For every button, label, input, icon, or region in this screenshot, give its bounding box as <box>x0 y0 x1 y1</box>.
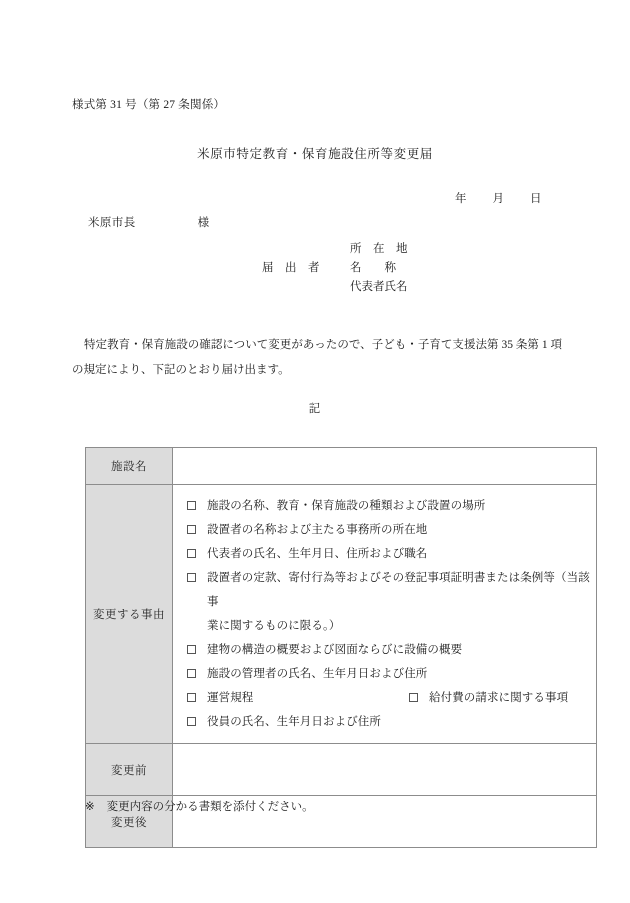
list-item-label: 施設の管理者の氏名、生年月日および住所 <box>207 668 428 680</box>
submitter-field-name: 名 称 <box>350 262 396 274</box>
row-label-before: 変更前 <box>86 744 173 796</box>
submitter-field-representative: 代表者氏名 <box>350 281 408 293</box>
list-item-label-secondary: 給付費の請求に関する事項 <box>429 692 569 704</box>
list-item-label: 施設の名称、教育・保育施設の種類および設置の場所 <box>207 500 486 512</box>
list-item[interactable] <box>187 518 590 542</box>
ki-marker: 記 <box>308 403 322 415</box>
list-item-label-line1: 設置者の定款、寄付行為等およびその登記事項証明書または条例等（当該事 <box>207 572 590 608</box>
submitter-field-location: 所 在 地 <box>350 243 408 255</box>
list-item-label: 建物の構造の概要および図面ならびに設備の概要 <box>207 644 463 656</box>
list-item-label-multiline <box>207 566 590 638</box>
addressee <box>88 214 209 230</box>
list-item-label-line2: 業に関するものに限る。） <box>207 620 341 632</box>
list-item[interactable] <box>187 494 590 518</box>
row-label-reason: 変更する事由 <box>86 485 173 744</box>
row-value-facility[interactable] <box>173 448 597 485</box>
checkbox-icon[interactable] <box>187 645 196 654</box>
list-item[interactable] <box>187 686 590 710</box>
submitter-row-location <box>262 240 438 259</box>
date-month-label: 月 <box>492 193 504 205</box>
checkbox-icon[interactable] <box>187 573 196 582</box>
submitter-row-representative <box>262 278 438 297</box>
row-value-reason <box>173 485 597 744</box>
list-item[interactable] <box>187 638 590 662</box>
change-reason-checklist <box>187 494 590 734</box>
checkbox-icon[interactable] <box>187 501 196 510</box>
list-item-label: 運営規程 <box>207 692 254 704</box>
list-item[interactable] <box>187 566 590 638</box>
form-number: 様式第 31 号（第 27 条関係） <box>72 99 226 111</box>
row-label-after: 変更後 <box>86 796 173 848</box>
footer-note-text: 変更内容の分かる書類を添付ください。 <box>106 801 314 813</box>
list-item[interactable] <box>187 662 590 686</box>
note-mark-icon: ※ <box>85 801 95 813</box>
checkbox-icon[interactable] <box>187 717 196 726</box>
list-item[interactable] <box>187 710 590 734</box>
date-year-label: 年 <box>455 193 467 205</box>
date-line-fields <box>455 190 542 206</box>
list-item-label: 代表者の氏名、生年月日、住所および職名 <box>207 548 428 560</box>
checkbox-icon[interactable] <box>187 669 196 678</box>
list-item-label: 設置者の名称および主たる事務所の所在地 <box>207 524 428 536</box>
table-row-facility <box>86 448 597 485</box>
checkbox-icon-secondary[interactable] <box>409 693 418 702</box>
list-item-label: 役員の氏名、生年月日および住所 <box>207 716 381 728</box>
submitter-row-name <box>262 259 438 278</box>
checkbox-icon[interactable] <box>187 693 196 702</box>
table-row-reason <box>86 485 597 744</box>
change-notification-table <box>85 447 597 848</box>
submitter-label: 届 出 者 <box>262 262 320 274</box>
date-day-label: 日 <box>530 193 542 205</box>
list-item[interactable] <box>187 542 590 566</box>
body-paragraph: 特定教育・保育施設の確認について変更があったので、子ども・子育て支援法第 35 条第 1 項の規定により、下記のとおり届け出ます。 <box>72 339 562 376</box>
addressee-honorific: 様 <box>197 217 210 229</box>
table-row-before <box>86 744 597 796</box>
footer-note <box>85 798 314 814</box>
document-title: 米原市特定教育・保育施設住所等変更届 <box>197 147 433 161</box>
checkbox-icon[interactable] <box>187 549 196 558</box>
addressee-name: 米原市長 <box>88 217 136 229</box>
row-value-before[interactable] <box>173 744 597 796</box>
checkbox-icon[interactable] <box>187 525 196 534</box>
row-label-facility: 施設名 <box>86 448 173 485</box>
submitter-block <box>262 240 438 297</box>
